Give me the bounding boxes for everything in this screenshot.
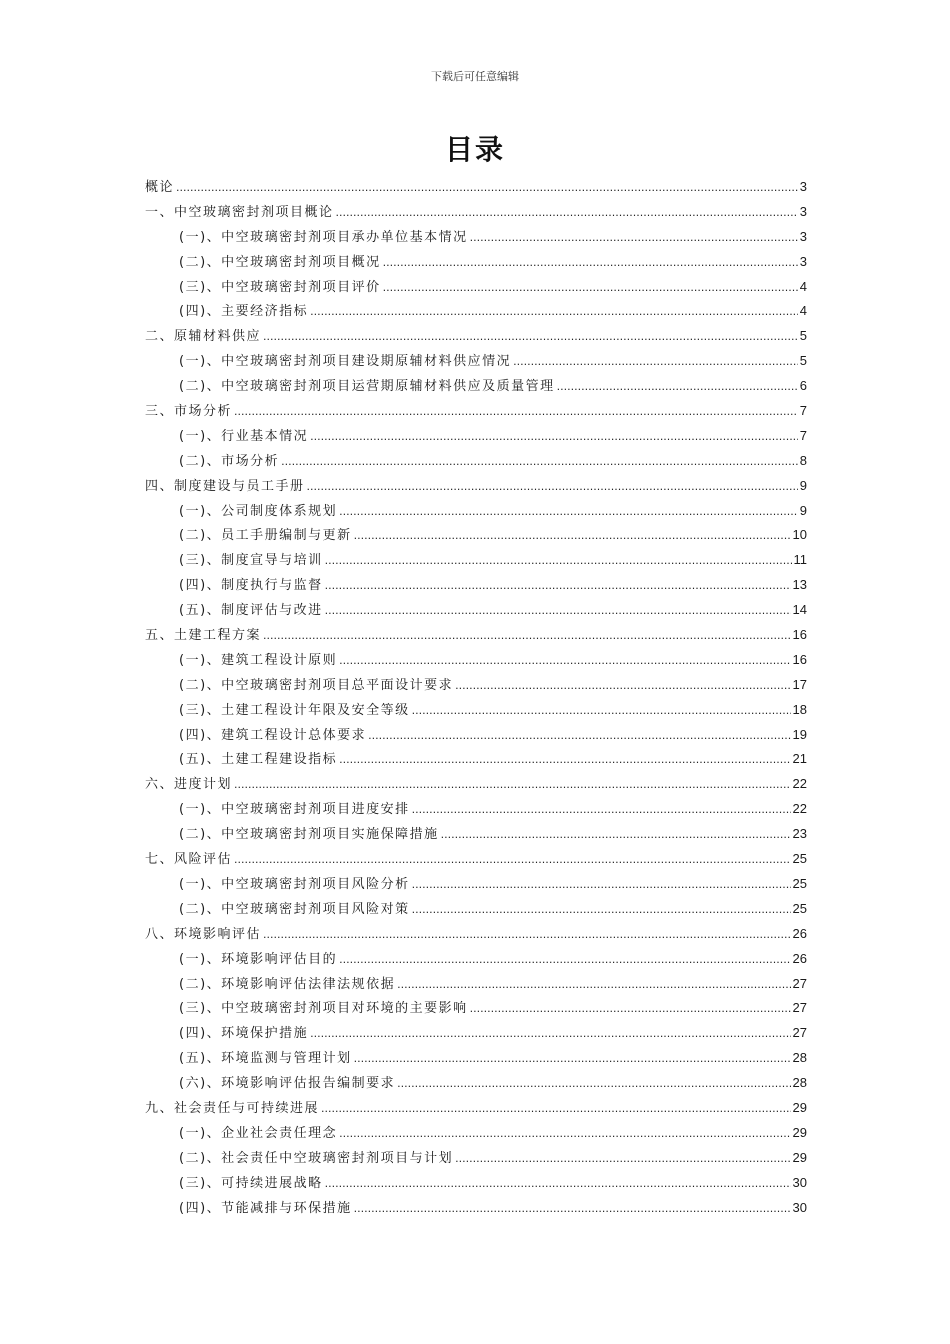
- toc-entry-label: (一)、中空玻璃密封剂项目建设期原辅材料供应情况: [179, 354, 512, 370]
- toc-dot-leader: [354, 524, 791, 549]
- toc-entry-page-number: 17: [792, 676, 807, 692]
- toc-entry[interactable]: [145, 1071, 807, 1096]
- toc-entry-page-number: 4: [799, 278, 807, 294]
- toc-entry-page-number: 11: [793, 552, 807, 568]
- toc-entry-label: (五)、环境监测与管理计划: [179, 1051, 352, 1067]
- toc-dot-leader: [383, 276, 798, 301]
- page-title: 目录: [444, 133, 505, 166]
- toc-entry-page-number: 3: [799, 228, 807, 244]
- toc-entry-page-number: 23: [792, 826, 807, 842]
- toc-dot-leader: [234, 773, 791, 798]
- toc-entry-page-number: 30: [792, 1199, 807, 1215]
- toc-dot-leader: [339, 500, 798, 525]
- toc-entry[interactable]: [145, 449, 807, 474]
- toc-entry-page-number: 21: [792, 751, 807, 767]
- toc-dot-leader: [281, 450, 798, 475]
- toc-entry[interactable]: [145, 399, 807, 424]
- toc-entry[interactable]: [145, 499, 807, 524]
- toc-entry-label: (三)、中空玻璃密封剂项目评价: [179, 279, 381, 295]
- toc-entry-page-number: 6: [799, 378, 807, 394]
- toc-entry-label: (三)、土建工程设计年限及安全等级: [179, 702, 410, 718]
- toc-dot-leader: [321, 1097, 791, 1122]
- toc-entry-page-number: 8: [799, 452, 807, 468]
- toc-entry[interactable]: [145, 1096, 807, 1121]
- toc-entry-label: (三)、制度宣导与培训: [179, 553, 323, 569]
- toc-dot-leader: [339, 649, 790, 674]
- toc-entry-page-number: 26: [792, 950, 807, 966]
- toc-dot-leader: [310, 425, 798, 450]
- toc-entry[interactable]: [145, 275, 807, 300]
- toc-entry-label: (二)、中空玻璃密封剂项目风险对策: [179, 901, 410, 917]
- toc-dot-leader: [412, 873, 791, 898]
- toc-dot-leader: [325, 549, 792, 574]
- toc-entry-label: (三)、可持续进展战略: [179, 1175, 323, 1191]
- toc-dot-leader: [263, 325, 798, 350]
- toc-entry-page-number: 28: [792, 1050, 807, 1066]
- toc-entry[interactable]: [145, 698, 807, 723]
- toc-entry-page-number: 5: [799, 328, 807, 344]
- toc-dot-leader: [513, 350, 798, 375]
- toc-entry-label: (二)、中空玻璃密封剂项目运营期原辅材料供应及质量管理: [179, 379, 555, 395]
- toc-entry-page-number: 3: [799, 203, 807, 219]
- toc-entry[interactable]: [145, 723, 807, 748]
- toc-entry-page-number: 22: [792, 776, 807, 792]
- toc-entry-page-number: 25: [792, 900, 807, 916]
- toc-entry-page-number: 14: [792, 602, 807, 618]
- toc-entry-page-number: 29: [792, 1099, 807, 1115]
- toc-entry-label: (一)、企业社会责任理念: [179, 1125, 338, 1141]
- toc-entry-label: (一)、中空玻璃密封剂项目承办单位基本情况: [179, 229, 468, 245]
- toc-entry-label: 三、市场分析: [145, 404, 233, 420]
- toc-entry[interactable]: [145, 598, 807, 623]
- toc-dot-leader: [412, 699, 791, 724]
- table-of-contents: [145, 175, 807, 1220]
- toc-entry-label: (二)、环境影响评估法律法规依据: [179, 976, 396, 992]
- toc-entry-page-number: 27: [792, 975, 807, 991]
- toc-dot-leader: [263, 624, 791, 649]
- toc-entry-label: (一)、公司制度体系规划: [179, 503, 338, 519]
- toc-entry-page-number: 28: [792, 1075, 807, 1091]
- toc-entry-label: (一)、环境影响评估目的: [179, 951, 338, 967]
- toc-entry[interactable]: [145, 996, 807, 1021]
- toc-dot-leader: [336, 201, 798, 226]
- toc-entry-page-number: 10: [792, 527, 807, 543]
- toc-dot-leader: [234, 848, 791, 873]
- toc-entry-page-number: 9: [799, 502, 807, 518]
- toc-entry-label: (二)、市场分析: [179, 453, 280, 469]
- toc-entry[interactable]: [145, 200, 807, 225]
- toc-entry[interactable]: [145, 1121, 807, 1146]
- toc-dot-leader: [325, 599, 791, 624]
- toc-entry-label: (二)、中空玻璃密封剂项目概况: [179, 254, 381, 270]
- toc-entry[interactable]: [145, 747, 807, 772]
- toc-entry[interactable]: [145, 175, 807, 200]
- toc-entry-label: (二)、员工手册编制与更新: [179, 528, 352, 544]
- toc-entry-label: 八、环境影响评估: [145, 926, 262, 942]
- toc-entry[interactable]: [145, 1146, 807, 1171]
- toc-dot-leader: [339, 1122, 790, 1147]
- toc-entry[interactable]: [145, 324, 807, 349]
- toc-dot-leader: [234, 400, 798, 425]
- toc-entry[interactable]: [145, 897, 807, 922]
- toc-entry-label: (四)、环境保护措施: [179, 1026, 309, 1042]
- toc-entry-label: 四、制度建设与员工手册: [145, 478, 305, 494]
- toc-dot-leader: [325, 574, 791, 599]
- toc-dot-leader: [354, 1047, 791, 1072]
- toc-entry-label: (四)、节能减排与环保措施: [179, 1200, 352, 1216]
- toc-entry-page-number: 22: [792, 801, 807, 817]
- toc-entry-page-number: 16: [792, 627, 807, 643]
- toc-entry-page-number: 16: [792, 651, 807, 667]
- toc-dot-leader: [470, 997, 791, 1022]
- toc-entry-label: 二、原辅材料供应: [145, 329, 262, 345]
- toc-dot-leader: [310, 300, 798, 325]
- toc-entry-label: 一、中空玻璃密封剂项目概论: [145, 204, 334, 220]
- toc-dot-leader: [412, 898, 791, 923]
- toc-dot-leader: [470, 226, 798, 251]
- toc-entry-page-number: 3: [799, 179, 807, 194]
- toc-entry[interactable]: [145, 573, 807, 598]
- toc-entry-label: (四)、建筑工程设计总体要求: [179, 727, 367, 743]
- toc-entry[interactable]: [145, 474, 807, 499]
- toc-entry-label: (二)、中空玻璃密封剂项目总平面设计要求: [179, 677, 454, 693]
- toc-entry[interactable]: [145, 922, 807, 947]
- toc-entry[interactable]: [145, 1021, 807, 1046]
- toc-entry-label: (五)、土建工程建设指标: [179, 752, 338, 768]
- toc-entry[interactable]: [145, 847, 807, 872]
- toc-dot-leader: [339, 748, 790, 773]
- toc-entry-label: (四)、制度执行与监督: [179, 578, 323, 594]
- toc-entry-page-number: 25: [792, 875, 807, 891]
- toc-entry[interactable]: [145, 349, 807, 374]
- toc-entry[interactable]: [145, 648, 807, 673]
- toc-entry[interactable]: [145, 872, 807, 897]
- toc-entry-page-number: 30: [792, 1174, 807, 1190]
- toc-entry[interactable]: [145, 374, 807, 399]
- toc-entry-label: 五、土建工程方案: [145, 628, 262, 644]
- toc-entry[interactable]: [145, 947, 807, 972]
- toc-dot-leader: [557, 375, 798, 400]
- toc-dot-leader: [339, 948, 790, 973]
- toc-entry-label: 七、风险评估: [145, 852, 233, 868]
- toc-entry[interactable]: [145, 972, 807, 997]
- toc-dot-leader: [354, 1197, 791, 1222]
- toc-entry-label: (二)、社会责任中空玻璃密封剂项目与计划: [179, 1150, 454, 1166]
- toc-entry-page-number: 13: [792, 577, 807, 593]
- toc-entry[interactable]: [145, 250, 807, 275]
- toc-entry-label: (二)、中空玻璃密封剂项目实施保障措施: [179, 827, 439, 843]
- toc-entry[interactable]: [145, 1196, 807, 1221]
- toc-dot-leader: [263, 923, 791, 948]
- toc-entry-page-number: 18: [792, 701, 807, 717]
- toc-dot-leader: [441, 823, 791, 848]
- toc-entry[interactable]: [145, 772, 807, 797]
- toc-dot-leader: [368, 724, 790, 749]
- toc-dot-leader: [397, 973, 790, 998]
- toc-entry-label: (四)、主要经济指标: [179, 304, 309, 320]
- toc-entry[interactable]: [145, 225, 807, 250]
- toc-entry-label: (五)、制度评估与改进: [179, 603, 323, 619]
- toc-dot-leader: [397, 1072, 790, 1097]
- toc-entry-page-number: 5: [799, 353, 807, 369]
- toc-dot-leader: [412, 798, 791, 823]
- toc-dot-leader: [325, 1172, 791, 1197]
- toc-entry[interactable]: [145, 1171, 807, 1196]
- toc-entry-label: (一)、中空玻璃密封剂项目进度安排: [179, 802, 410, 818]
- toc-entry[interactable]: [145, 523, 807, 548]
- toc-entry-page-number: 25: [792, 851, 807, 867]
- page-header: 下载后可任意编辑: [431, 70, 519, 83]
- toc-entry-page-number: 27: [792, 1000, 807, 1016]
- toc-entry-label: 九、社会责任与可持续进展: [145, 1100, 320, 1116]
- toc-entry-page-number: 29: [792, 1149, 807, 1165]
- toc-entry-page-number: 26: [792, 925, 807, 941]
- toc-entry[interactable]: [145, 299, 807, 324]
- toc-dot-leader: [383, 251, 798, 276]
- toc-entry-page-number: 19: [792, 726, 807, 742]
- toc-entry-page-number: 9: [799, 477, 807, 493]
- toc-entry[interactable]: [145, 1046, 807, 1071]
- toc-entry-page-number: 3: [799, 253, 807, 269]
- toc-entry-page-number: 4: [799, 303, 807, 319]
- toc-entry-page-number: 29: [792, 1124, 807, 1140]
- toc-entry-label: (六)、环境影响评估报告编制要求: [179, 1076, 396, 1092]
- toc-entry-label: (一)、中空玻璃密封剂项目风险分析: [179, 876, 410, 892]
- toc-entry-label: 六、进度计划: [145, 777, 233, 793]
- toc-entry[interactable]: [145, 673, 807, 698]
- toc-entry-label: (一)、建筑工程设计原则: [179, 652, 338, 668]
- toc-entry[interactable]: [145, 424, 807, 449]
- toc-dot-leader: [307, 475, 798, 500]
- toc-entry-page-number: 7: [799, 403, 807, 419]
- toc-entry[interactable]: [145, 822, 807, 847]
- toc-dot-leader: [455, 1147, 790, 1172]
- toc-entry-label: 概论: [145, 180, 175, 195]
- toc-entry-label: (一)、行业基本情况: [179, 428, 309, 444]
- toc-dot-leader: [455, 674, 790, 699]
- toc-entry[interactable]: [145, 797, 807, 822]
- toc-dot-leader: [310, 1022, 790, 1047]
- toc-entry[interactable]: [145, 548, 807, 573]
- toc-entry-page-number: 7: [799, 427, 807, 443]
- toc-entry-label: (三)、中空玻璃密封剂项目对环境的主要影响: [179, 1001, 468, 1017]
- toc-entry[interactable]: [145, 623, 807, 648]
- toc-entry-page-number: 27: [792, 1025, 807, 1041]
- toc-dot-leader: [176, 176, 798, 201]
